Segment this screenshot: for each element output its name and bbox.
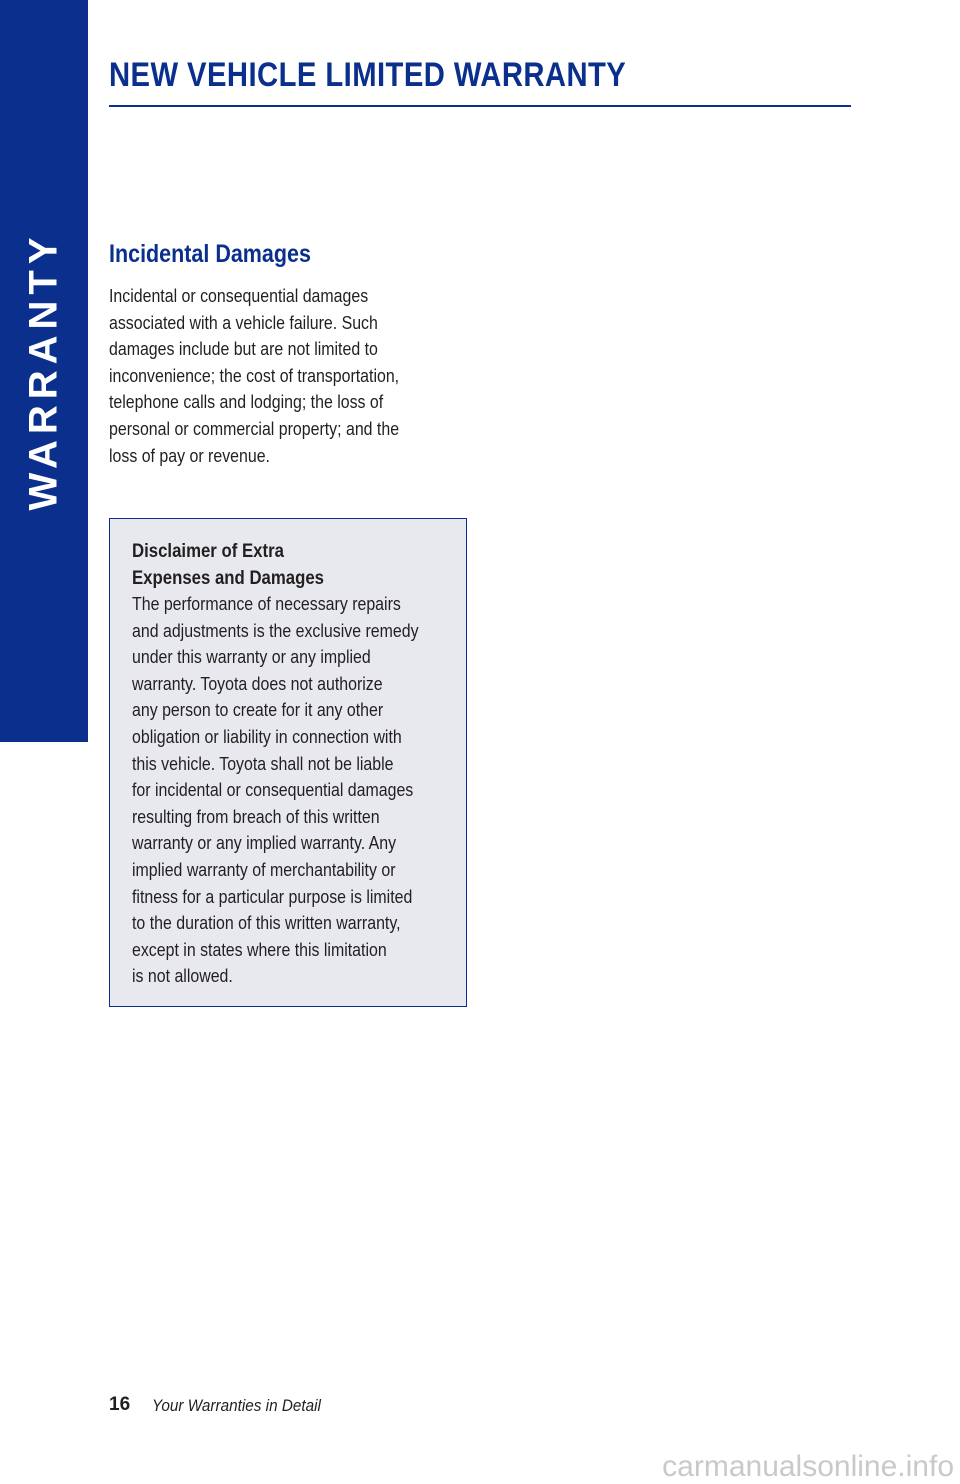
title-divider xyxy=(109,105,851,107)
body-line: inconvenience; the cost of transportation, xyxy=(109,364,400,386)
body-line: under this warranty or any implied xyxy=(132,646,371,668)
footer-section-title: Your Warranties in Detail xyxy=(152,1396,321,1415)
body-line: any person to create for it any other xyxy=(132,699,384,721)
body-line: and adjustments is the exclusive remedy xyxy=(132,619,419,641)
body-line: personal or commercial property; and the xyxy=(109,417,400,439)
disclaimer-title-line: Expenses and Damages xyxy=(132,567,325,589)
body-line: warranty. Toyota does not authorize xyxy=(132,672,383,694)
body-line: fitness for a particular purpose is limited xyxy=(132,885,413,907)
body-line: this vehicle. Toyota shall not be liable xyxy=(132,752,394,774)
body-line: Incidental or consequential damages xyxy=(109,285,369,306)
body-line: is not allowed. xyxy=(132,965,233,987)
body-line: warranty or any implied warranty. Any xyxy=(132,832,397,854)
body-line: telephone calls and lodging; the loss of xyxy=(109,391,384,413)
body-line: resulting from breach of this written xyxy=(132,805,380,827)
page-title: NEW VEHICLE LIMITED WARRANTY xyxy=(109,56,627,94)
disclaimer-title-line: Disclaimer of Extra xyxy=(132,540,284,562)
body-line: to the duration of this written warranty, xyxy=(132,912,401,934)
watermark: carmanualsonline.info xyxy=(662,1450,954,1483)
body-line: loss of pay or revenue. xyxy=(109,444,270,466)
section-heading-incidental: Incidental Damages xyxy=(109,240,311,268)
body-line: associated with a vehicle failure. Such xyxy=(109,311,378,333)
section-body-incidental xyxy=(109,283,436,469)
body-line: except in states where this limitation xyxy=(132,938,387,960)
body-line: damages include but are not limited to xyxy=(109,338,378,360)
body-line: implied warranty of merchantability or xyxy=(132,858,396,880)
body-line: for incidental or consequential damages xyxy=(132,779,414,801)
disclaimer-title xyxy=(132,538,324,592)
side-tab xyxy=(0,0,88,742)
disclaimer-box xyxy=(109,518,467,1007)
body-line: obligation or liability in connection with xyxy=(132,725,402,747)
disclaimer-body xyxy=(132,591,459,990)
page-number: 16 xyxy=(109,1394,131,1415)
side-tab-label: WARRANTY xyxy=(21,231,66,511)
body-line: The performance of necessary repairs xyxy=(132,593,401,614)
